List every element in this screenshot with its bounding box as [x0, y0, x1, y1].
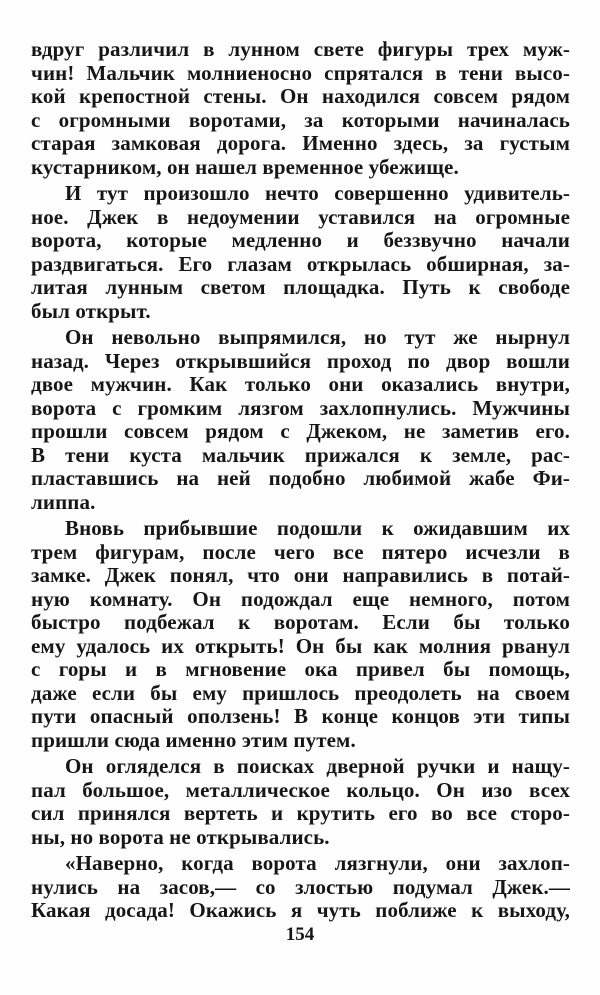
text-line: назад. Через открывшийся проход по двор вошли: [31, 348, 570, 373]
text-line: И тут произошло нечто совершенно удивитель-: [65, 181, 570, 205]
text-line: двое мужчин. Как только они оказались внутри,: [31, 372, 570, 396]
text-line: трем фигурам, после чего все пятеро исчезли в: [31, 539, 570, 564]
paragraph: [31, 517, 570, 752]
text-line: Он невольно выпрямился, но тут же нырнул: [65, 325, 570, 349]
page-number: 154: [285, 924, 315, 945]
text-line: был открыт.: [31, 298, 151, 323]
text-line: быстро подбежал к воротам. Если бы только: [31, 610, 570, 634]
text-line: вдруг различил в лунном свете фигуры трех муж-: [31, 37, 570, 61]
text-line: с горы и в мгновение ока привел бы помощь,: [31, 657, 570, 681]
text-line: Он огляделся в поисках дверной ручки и нащу-: [65, 754, 570, 778]
paragraph: [31, 38, 570, 179]
text-line: ны, но ворота не открывались.: [31, 824, 330, 849]
text-line: ное. Джек в недоумении уставился на огромные: [31, 204, 570, 229]
paragraph: [31, 852, 570, 923]
text-line: замке. Джек понял, что они направились в потай-: [31, 563, 570, 587]
text-line: Вновь прибывшие подошли к ожидавшим их: [65, 516, 570, 540]
text-line: пластавшись на ней подобно любимой жабе Фи-: [31, 466, 570, 490]
paragraph: [31, 326, 570, 514]
text-line: ему удалось их открыть! Он бы как молния рванул: [31, 633, 570, 658]
text-line: В тени куста мальчик прижался к земле, рас-: [31, 442, 570, 467]
body-text: [31, 38, 570, 923]
text-line: «Наверно, когда ворота лязгнули, они захлоп-: [65, 851, 570, 875]
text-line: Какая досада! Окажись я чуть поближе к выходу,: [31, 898, 570, 922]
text-line: липпа.: [31, 489, 96, 514]
text-line: кустарником, он нашел временное убежище.: [31, 154, 459, 179]
text-line: с огромными воротами, за которыми начиналась: [31, 107, 570, 132]
text-line: старая замковая дорога. Именно здесь, за густым: [31, 131, 570, 155]
text-line: прошли совсем рядом с Джеком, не заметив его.: [31, 419, 570, 443]
text-line: ворота с громким лязгом захлопнулись. Мужчины: [31, 395, 570, 420]
text-line: пришли сюда именно этим путем.: [31, 727, 356, 752]
text-line: нулись на засов,— со злостью подумал Джек.—: [31, 874, 570, 899]
text-line: ную комнату. Он подождал еще немного, потом: [31, 586, 570, 611]
text-line: кой крепостной стены. Он находился совсем рядом: [31, 84, 570, 108]
text-line: даже если бы ему пришлось преодолеть на своем: [31, 680, 570, 705]
text-line: пал большое, металлическое кольцо. Он изо всех: [31, 777, 570, 802]
text-line: раздвигаться. Его глазам открылась обширная, за-: [31, 251, 570, 276]
paragraph: [31, 182, 570, 323]
text-line: литая лунным светом площадка. Путь к свободе: [31, 275, 570, 299]
text-line: чин! Мальчик молниеносно спрятался в тени высо-: [31, 60, 570, 85]
text-line: сил принялся вертеть и крутить его во все сторо-: [31, 801, 570, 825]
text-line: ворота, которые медленно и беззвучно начали: [31, 228, 570, 252]
text-line: пути опасный оползень! В конце концов эти типы: [31, 704, 570, 728]
paragraph: [31, 755, 570, 849]
